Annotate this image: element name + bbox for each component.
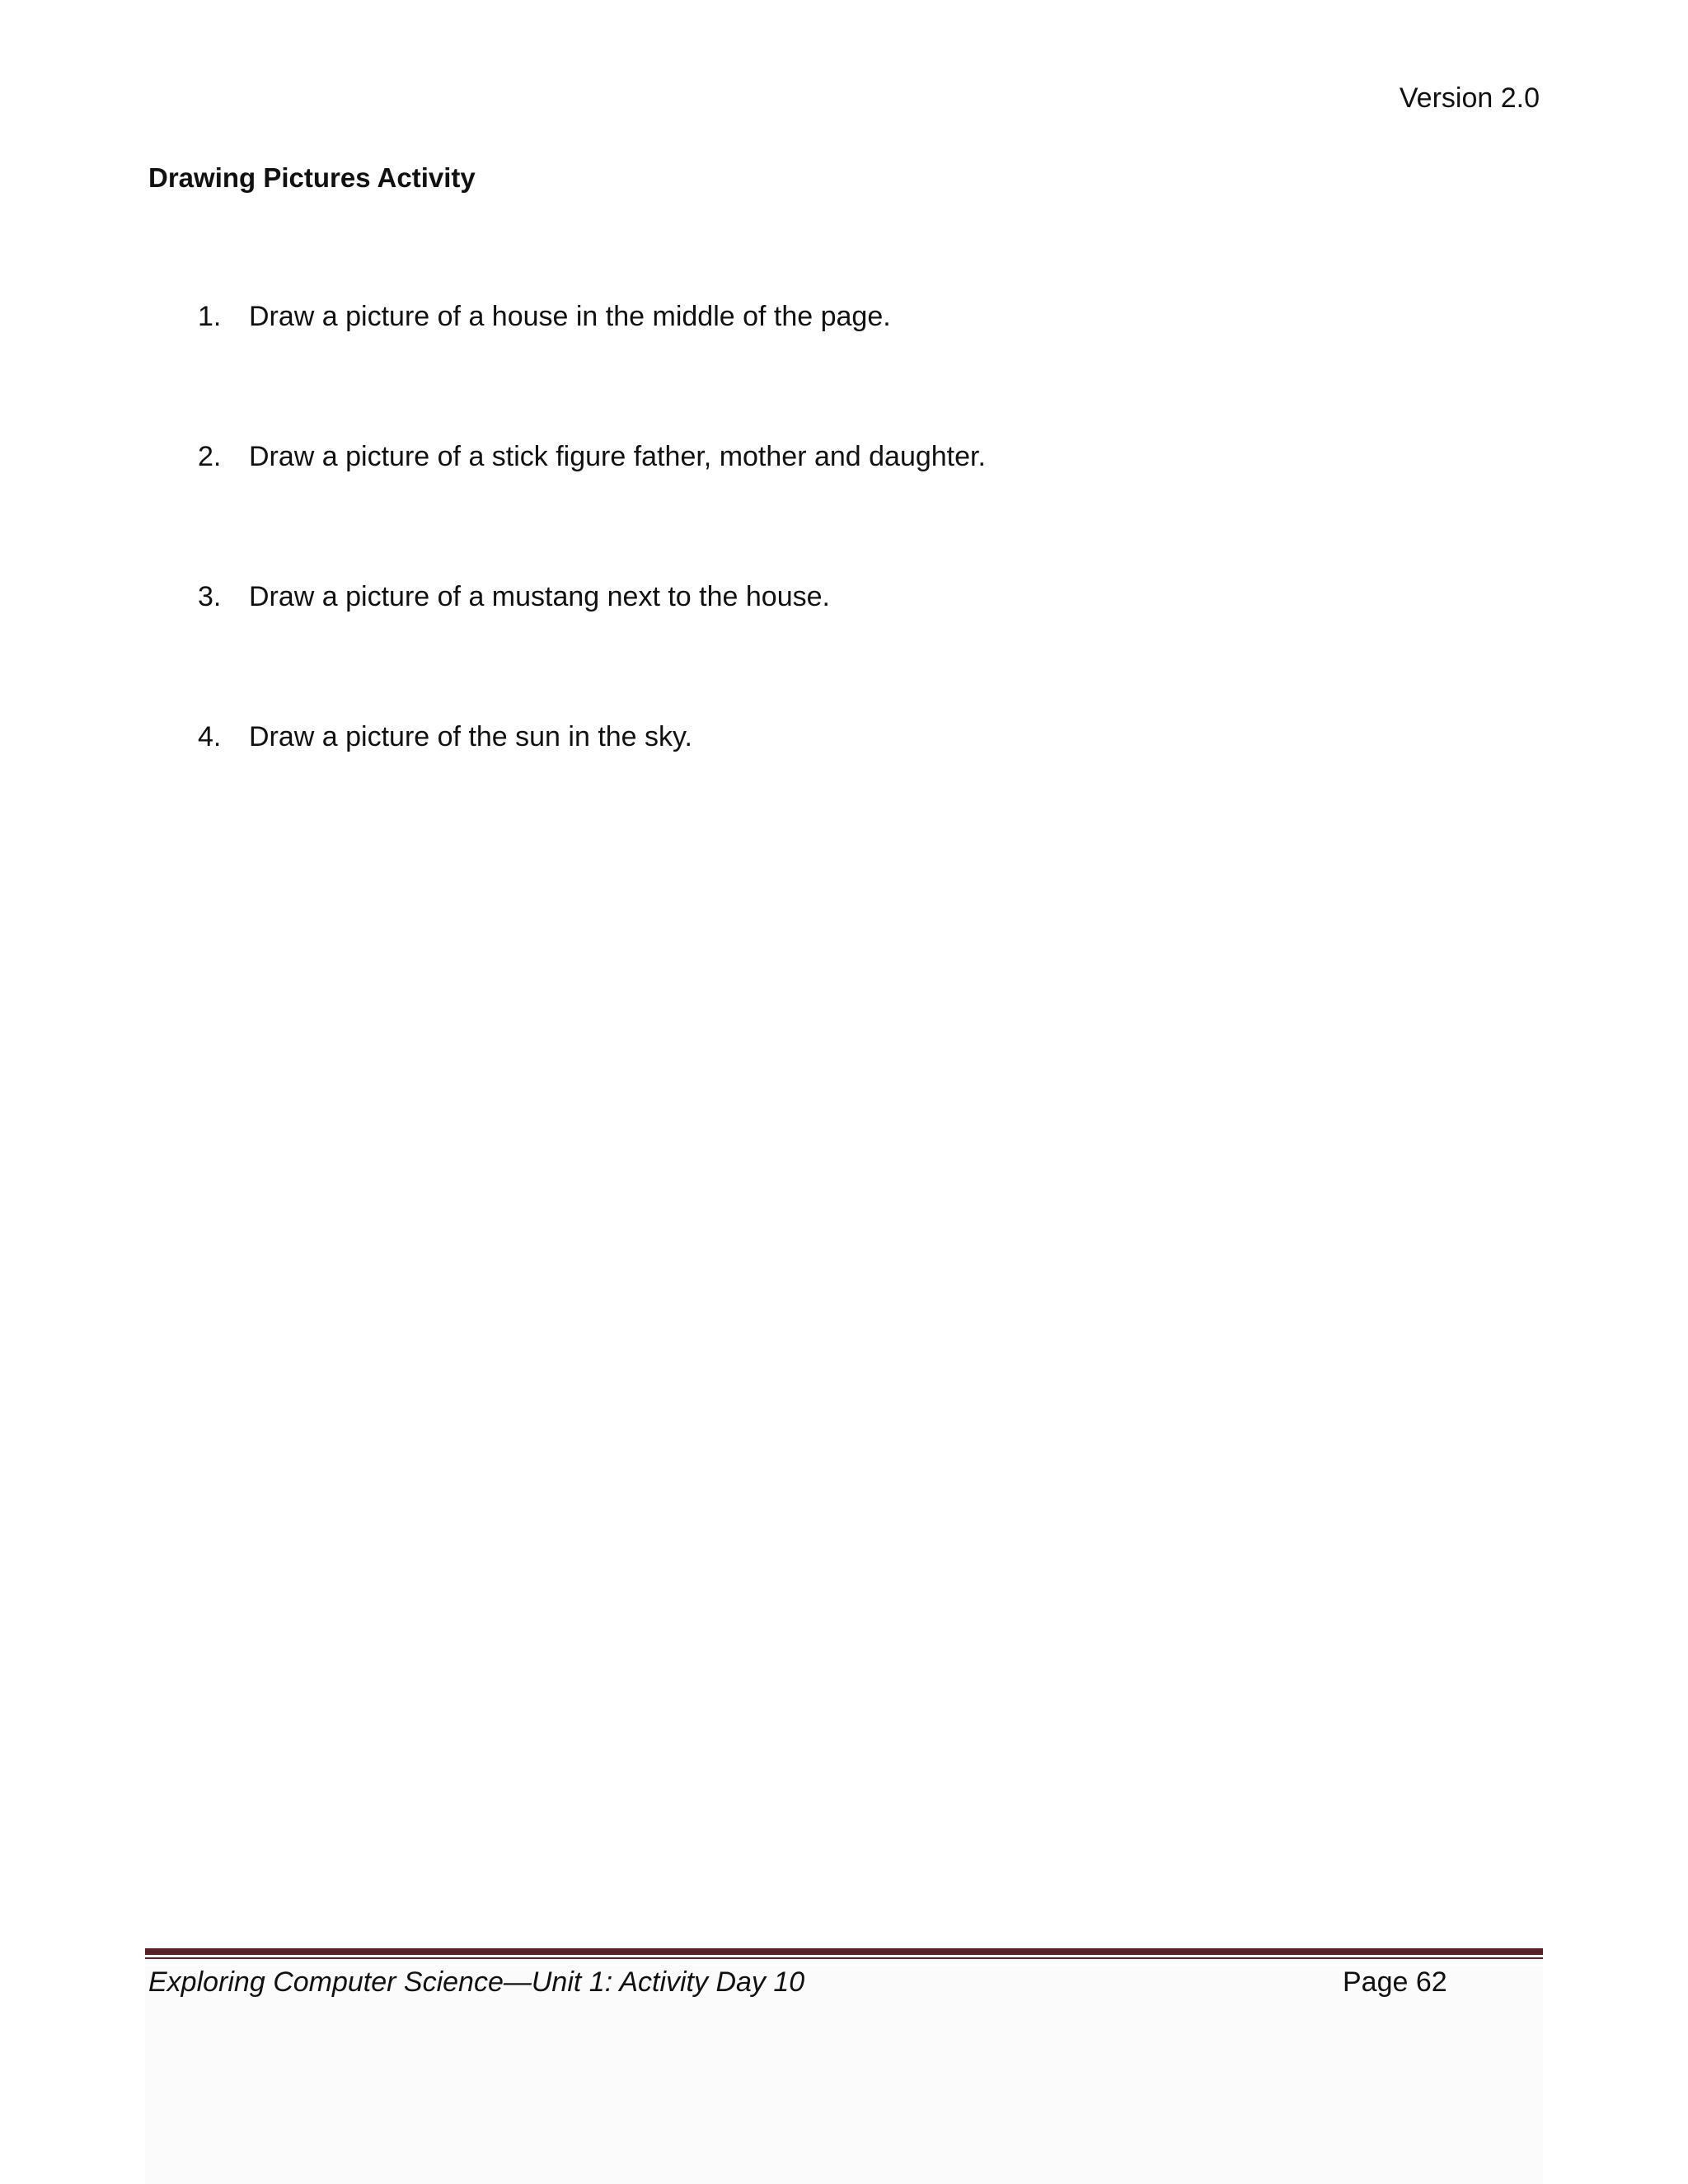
version-label: Version 2.0	[1399, 82, 1540, 114]
list-item	[198, 717, 1434, 857]
footer-rule-thin	[145, 1957, 1543, 1959]
list-item-text: Draw a picture of a mustang next to the house.	[249, 581, 830, 612]
list-item-number: 3.	[198, 581, 222, 612]
page-title: Drawing Pictures Activity	[148, 162, 476, 193]
list-item-text: Draw a picture of a house in the middle of the page.	[249, 301, 891, 332]
list-item-text: Draw a picture of the sun in the sky.	[249, 721, 692, 752]
list-item	[198, 577, 1434, 717]
list-item-number: 2.	[198, 441, 222, 472]
list-item	[198, 437, 1434, 577]
instruction-list	[198, 297, 1434, 857]
footer-rule-thick	[145, 1948, 1543, 1955]
list-item-text: Draw a picture of a stick figure father, mother and daughter.	[249, 441, 986, 472]
footer-course-title: Exploring Computer Science—Unit 1: Activity Day 10	[148, 1966, 805, 1998]
list-item-number: 1.	[198, 301, 222, 332]
list-item	[198, 297, 1434, 437]
list-item-number: 4.	[198, 721, 222, 752]
footer-page-number: Page 62	[1343, 1966, 1447, 1998]
